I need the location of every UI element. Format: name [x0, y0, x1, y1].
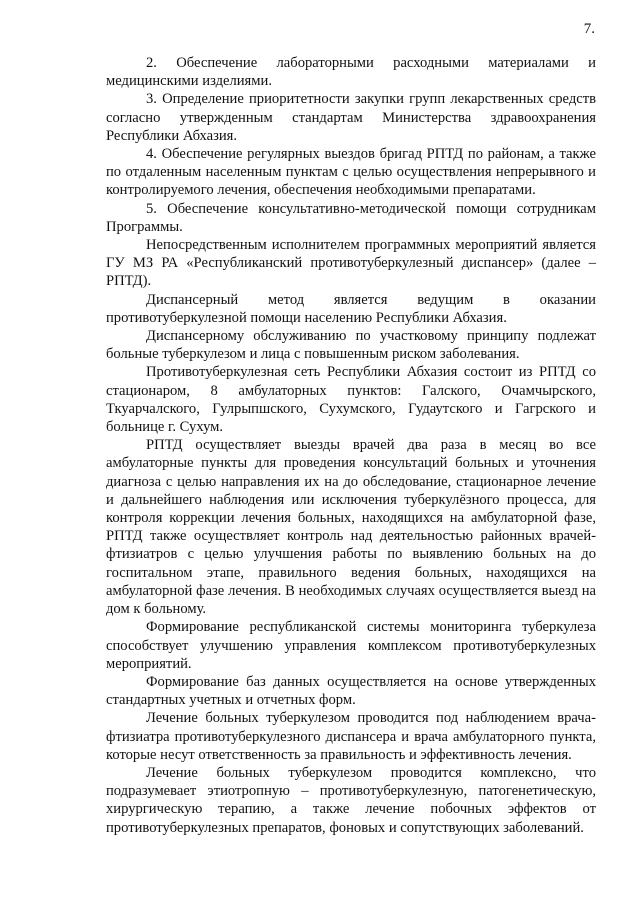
paragraph-databases: Формирование баз данных осуществляется на основе утвержденных стандартных учетных и отчетных форм.: [106, 673, 596, 709]
paragraph-visits: РПТД осуществляет выезды врачей два раза в месяц во все амбулаторные пункты для проведения консультаций больных и уточнения диагноза с целью направления их на до обследование, стационарное лечение и дальнейшего наблюдения или исключения туберкулёзного процесса, для контроля коррекции лечения больных, находящихся на амбулаторной фазе, РПТД также осуществляет контроль над деятельностью районных врачей-фтизиатров с целью улучшения работы по выявлению больных на до госпитальном этапе, правильного ведения больных, находящихся на амбулаторной фазе лечения. В необходимых случаях осуществляется выезд на дом к больному.: [106, 437, 596, 618]
paragraph-item-5: 5. Обеспечение консультативно-методической помощи сотрудникам Программы.: [106, 200, 596, 235]
paragraph-dispensary-method: Диспансерный метод является ведущим в оказании противотуберкулезной помощи населению Республики Абхазия.: [106, 291, 596, 326]
paragraph-item-3: 3. Определение приоритетности закупки групп лекарственных средств согласно утвержденным стандартам Министерства здравоохранения Республики Абхазия.: [106, 91, 596, 144]
paragraph-item-2: 2. Обеспечение лабораторными расходными материалами и медицинскими изделиями.: [106, 55, 596, 90]
paragraph-monitoring: Формирование республиканской системы мониторинга туберкулеза способствует улучшению управления комплексом противотуберкулезных мероприятий.: [106, 619, 596, 672]
page-number: 7.: [583, 21, 595, 37]
paragraph-complex-treatment: Лечение больных туберкулезом проводится комплексно, что подразумевает этиотропную – противотуберкулезную, патогенетическую, хирургическую терапию, а также лечение побочных эффектов от противотуберкулезных препаратов, фоновых и сопутствующих заболеваний.: [106, 764, 596, 836]
document-body: [106, 54, 596, 837]
paragraph-network: Противотуберкулезная сеть Республики Абхазия состоит из РПТД со стационаром, 8 амбулаторных пунктов: Галского, Очамчырского, Ткуарчалского, Гулрыпшского, Сухумского, Гудаутского и Гагрского и больнице г. Сухум.: [106, 364, 596, 436]
paragraph-item-4: 4. Обеспечение регулярных выездов бригад РПТД по районам, а также по отдаленным населенным пунктам с целью осуществления непрерывного и контролируемого лечения, обеспечения необходимыми препаратами.: [106, 146, 596, 199]
paragraph-executor: Непосредственным исполнителем программных мероприятий является ГУ МЗ РА «Республиканский противотуберкулезный диспансер» (далее – РПТД).: [106, 237, 596, 290]
paragraph-treatment-supervision: Лечение больных туберкулезом проводится под наблюдением врача-фтизиатра противотуберкулезного диспансера и врача амбулаторного пункта, которые несут ответственность за правильность и эффективность лечения.: [106, 710, 596, 763]
paragraph-dispensary-service: Диспансерному обслуживанию по участковому принципу подлежат больные туберкулезом и лица с повышенным риском заболевания.: [106, 328, 596, 363]
